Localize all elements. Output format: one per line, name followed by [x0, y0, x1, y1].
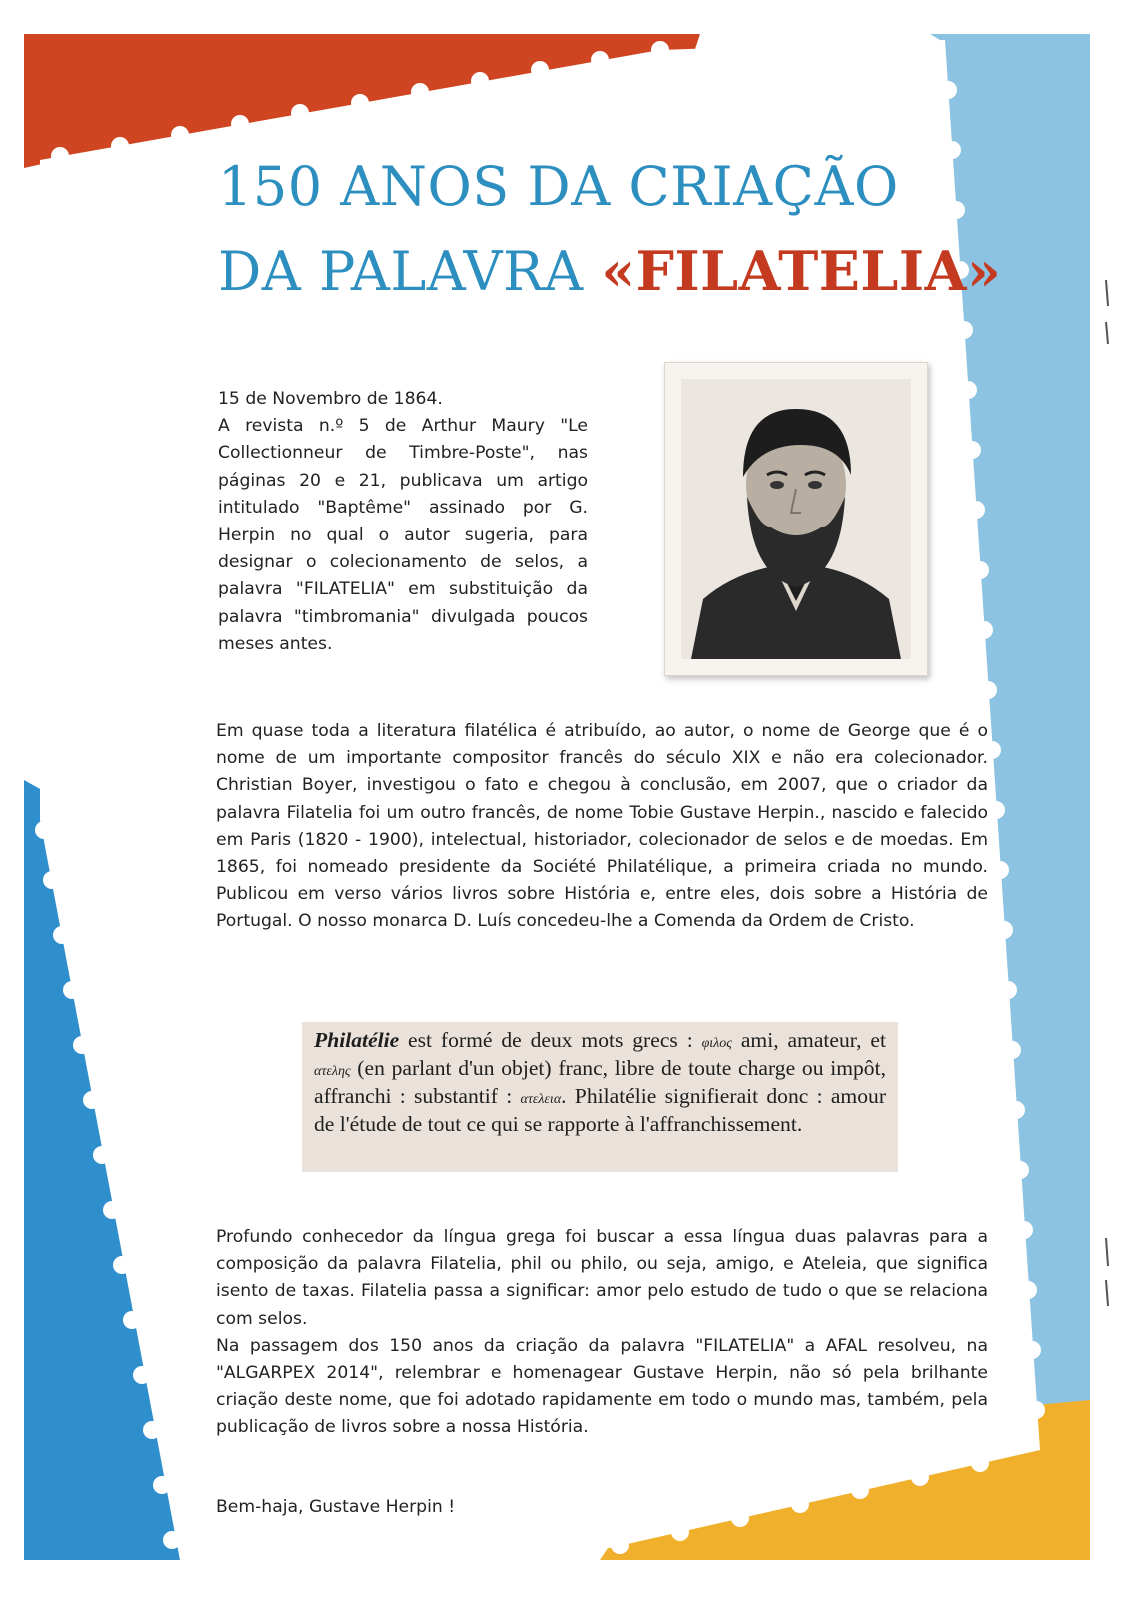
intro-section [218, 386, 588, 658]
greek-word-1: φιλος [701, 1036, 732, 1051]
afal-paragraph: Na passagem dos 150 anos da criação da palavra "FILATELIA" a AFAL resolveu, na "ALGARPEX 2014", relembrar e homenagear Gustave Herpin, não só pela brilhante criação deste nome, que foi adotado rapidamente em todo o mundo mas, também, pela publicação de livros sobre a nossa História. [216, 1335, 988, 1438]
quote-text-2: ami, amateur, et [731, 1028, 886, 1052]
history-paragraph: Em quase toda a literatura filatélica é atribuído, ao autor, o nome de George que é o nome de um importante compositor francês do século XIX e não era colecionador. Christian Boyer, investigou o fato e chegou à conclusão, em 2007, que o criador da palavra Filatelia foi um outro francês, de nome Tobie Gustave Herpin., nascido e falecido em Paris (1820 - 1900), intelectual, historiador, colecionador de selos e de moedas. Em 1865, foi nomeado presidente da Société Philatélique, a primeira criada no mundo. Publicou em verso vários livros sobre História e, entre eles, dois sobre a História de Portugal. O nosso monarca D. Luís concedeu-lhe a Comenda da Ordem de Cristo. [216, 721, 988, 932]
page-title-line-1: 150 ANOS DA CRIAÇÃO [218, 155, 899, 218]
page-title-line-2 [218, 239, 1002, 303]
closing-line: Bem-haja, Gustave Herpin ! [216, 1497, 456, 1517]
quote-text-1: est formé de deux mots grecs : [399, 1028, 702, 1052]
quote-excerpt [302, 1022, 898, 1172]
intro-date: 15 de Novembro de 1864. [218, 389, 443, 409]
greek-word-3: ατελεια [520, 1092, 562, 1107]
etymology-paragraph: Profundo conhecedor da língua grega foi buscar a essa língua duas palavras para a composição da palavra Filatelia, phil ou philo, ou seja, amigo, e Ateleia, que significa isento de taxas. Filatelia passa a significar: amor pelo estudo de tudo o que se relaciona com selos. [216, 1227, 988, 1329]
portrait-photo [681, 379, 911, 659]
staple-marks [1106, 280, 1108, 1306]
quote-text-4: . Philatélie signifierait donc : amour de l'étude de tout ce qui se rapporte à l'affranchissement. [314, 1084, 887, 1136]
greek-word-2: ατελης [314, 1064, 351, 1079]
stamp-frame [664, 362, 928, 676]
title-prefix: DA PALAVRA [218, 240, 602, 303]
quote-word: Philatélie [314, 1028, 400, 1052]
quote-text-3: (en parlant d'un objet) franc, libre de toute charge ou impôt, affranchi : substantif : [314, 1056, 886, 1108]
etymology-section [216, 1224, 988, 1442]
intro-paragraph: A revista n.º 5 de Arthur Maury "Le Collectionneur de Timbre-Poste", nas páginas 20 e 21, publicava um artigo intitulado "Baptême" assinado por G. Herpin no qual o autor sugeria, para designar o colecionamento de selos, a palavra "FILATELIA" em substituição da palavra "timbromania" divulgada poucos meses antes. [218, 416, 588, 654]
title-highlight-word: «FILATELIA» [601, 239, 1002, 303]
